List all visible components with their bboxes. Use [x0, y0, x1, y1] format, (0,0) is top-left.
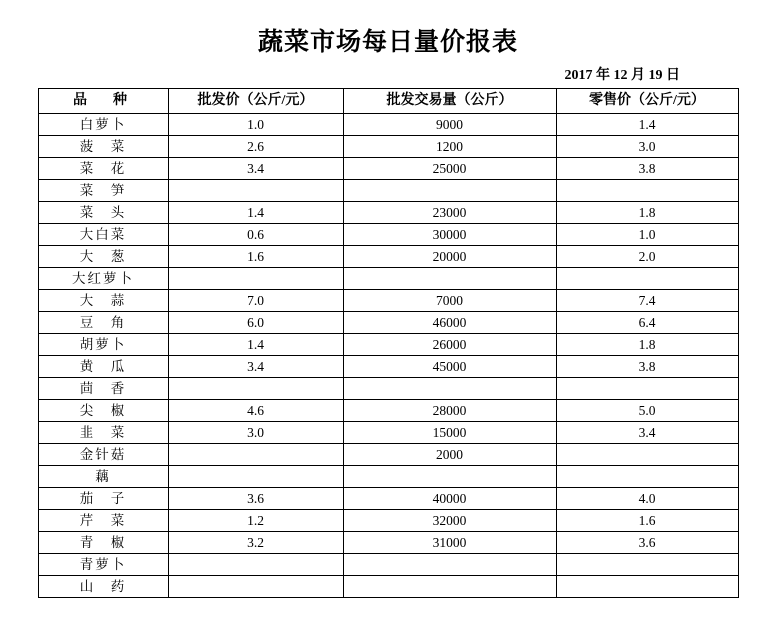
table-row	[38, 246, 738, 268]
table-row	[38, 114, 738, 136]
cell-name: 山 药	[38, 576, 168, 598]
cell-name: 大红萝卜	[38, 268, 168, 290]
cell-retail-price: 3.8	[556, 158, 738, 180]
cell-wholesale-price: 3.6	[168, 488, 343, 510]
table-row	[38, 268, 738, 290]
cell-wholesale-price: 3.0	[168, 422, 343, 444]
table-row	[38, 180, 738, 202]
cell-retail-price	[556, 180, 738, 202]
cell-wholesale-price: 1.2	[168, 510, 343, 532]
cell-name: 豆 角	[38, 312, 168, 334]
cell-wholesale-price: 1.6	[168, 246, 343, 268]
cell-name: 青 椒	[38, 532, 168, 554]
cell-volume	[343, 180, 556, 202]
vegetable-price-table	[38, 88, 739, 598]
cell-volume: 31000	[343, 532, 556, 554]
cell-retail-price	[556, 576, 738, 598]
table-row	[38, 444, 738, 466]
cell-wholesale-price	[168, 268, 343, 290]
cell-retail-price: 6.4	[556, 312, 738, 334]
cell-retail-price: 1.8	[556, 334, 738, 356]
cell-wholesale-price: 1.4	[168, 334, 343, 356]
cell-volume: 25000	[343, 158, 556, 180]
cell-name: 大 葱	[38, 246, 168, 268]
table-row	[38, 532, 738, 554]
cell-name: 黄 瓜	[38, 356, 168, 378]
cell-retail-price	[556, 444, 738, 466]
table-header-row	[38, 89, 738, 114]
cell-wholesale-price: 3.4	[168, 158, 343, 180]
table-row	[38, 312, 738, 334]
cell-volume: 15000	[343, 422, 556, 444]
cell-retail-price: 2.0	[556, 246, 738, 268]
cell-retail-price: 7.4	[556, 290, 738, 312]
cell-volume: 40000	[343, 488, 556, 510]
cell-name: 韭 菜	[38, 422, 168, 444]
table-row	[38, 576, 738, 598]
table-row	[38, 334, 738, 356]
cell-volume: 2000	[343, 444, 556, 466]
cell-retail-price	[556, 554, 738, 576]
cell-retail-price	[556, 466, 738, 488]
cell-name: 菜 头	[38, 202, 168, 224]
report-date: 2017 年 12 月 19 日	[564, 68, 680, 83]
cell-volume: 20000	[343, 246, 556, 268]
table-row	[38, 136, 738, 158]
cell-retail-price: 3.0	[556, 136, 738, 158]
cell-retail-price: 3.4	[556, 422, 738, 444]
cell-volume	[343, 466, 556, 488]
cell-wholesale-price	[168, 554, 343, 576]
cell-wholesale-price: 2.6	[168, 136, 343, 158]
cell-wholesale-price: 4.6	[168, 400, 343, 422]
cell-volume: 26000	[343, 334, 556, 356]
cell-retail-price: 1.8	[556, 202, 738, 224]
table-row	[38, 400, 738, 422]
table-row	[38, 356, 738, 378]
cell-name: 金针菇	[38, 444, 168, 466]
cell-name: 菜 花	[38, 158, 168, 180]
cell-name: 茄 子	[38, 488, 168, 510]
table-row	[38, 202, 738, 224]
cell-name: 菠 菜	[38, 136, 168, 158]
cell-retail-price: 1.4	[556, 114, 738, 136]
cell-volume: 30000	[343, 224, 556, 246]
cell-volume	[343, 554, 556, 576]
cell-retail-price: 1.0	[556, 224, 738, 246]
cell-name: 藕	[38, 466, 168, 488]
cell-wholesale-price	[168, 444, 343, 466]
cell-name: 芹 菜	[38, 510, 168, 532]
cell-wholesale-price	[168, 576, 343, 598]
cell-name: 大白菜	[38, 224, 168, 246]
cell-wholesale-price: 0.6	[168, 224, 343, 246]
cell-name: 菜 笋	[38, 180, 168, 202]
cell-volume: 45000	[343, 356, 556, 378]
cell-name: 胡萝卜	[38, 334, 168, 356]
page-title: 蔬菜市场每日量价报表	[257, 29, 518, 56]
cell-name: 青萝卜	[38, 554, 168, 576]
cell-retail-price	[556, 378, 738, 400]
table-row	[38, 554, 738, 576]
cell-name: 茴 香	[38, 378, 168, 400]
table-row	[38, 466, 738, 488]
cell-volume: 46000	[343, 312, 556, 334]
cell-retail-price	[556, 268, 738, 290]
cell-volume: 7000	[343, 290, 556, 312]
cell-volume: 23000	[343, 202, 556, 224]
cell-retail-price: 4.0	[556, 488, 738, 510]
cell-wholesale-price: 6.0	[168, 312, 343, 334]
report-date-row	[0, 64, 776, 84]
table-row	[38, 158, 738, 180]
column-header-volume: 批发交易量（公斤）	[343, 89, 556, 114]
cell-wholesale-price	[168, 466, 343, 488]
table-row	[38, 224, 738, 246]
table-body	[38, 114, 738, 598]
cell-retail-price: 3.6	[556, 532, 738, 554]
cell-volume: 32000	[343, 510, 556, 532]
table-row	[38, 422, 738, 444]
cell-retail-price: 5.0	[556, 400, 738, 422]
table-row	[38, 510, 738, 532]
cell-volume: 1200	[343, 136, 556, 158]
cell-wholesale-price: 3.2	[168, 532, 343, 554]
cell-retail-price: 1.6	[556, 510, 738, 532]
cell-wholesale-price: 3.4	[168, 356, 343, 378]
cell-wholesale-price: 1.0	[168, 114, 343, 136]
column-header-retail-price: 零售价（公斤/元）	[556, 89, 738, 114]
table-row	[38, 488, 738, 510]
cell-name: 尖 椒	[38, 400, 168, 422]
table-row	[38, 290, 738, 312]
cell-wholesale-price	[168, 180, 343, 202]
report-page	[0, 22, 776, 626]
cell-name: 大 蒜	[38, 290, 168, 312]
cell-wholesale-price	[168, 378, 343, 400]
column-header-name: 品 种	[38, 89, 168, 114]
cell-wholesale-price: 7.0	[168, 290, 343, 312]
cell-volume	[343, 576, 556, 598]
table-row	[38, 378, 738, 400]
cell-volume: 28000	[343, 400, 556, 422]
cell-volume	[343, 378, 556, 400]
cell-retail-price: 3.8	[556, 356, 738, 378]
cell-volume	[343, 268, 556, 290]
column-header-wholesale-price: 批发价（公斤/元）	[168, 89, 343, 114]
cell-name: 白萝卜	[38, 114, 168, 136]
cell-volume: 9000	[343, 114, 556, 136]
cell-wholesale-price: 1.4	[168, 202, 343, 224]
